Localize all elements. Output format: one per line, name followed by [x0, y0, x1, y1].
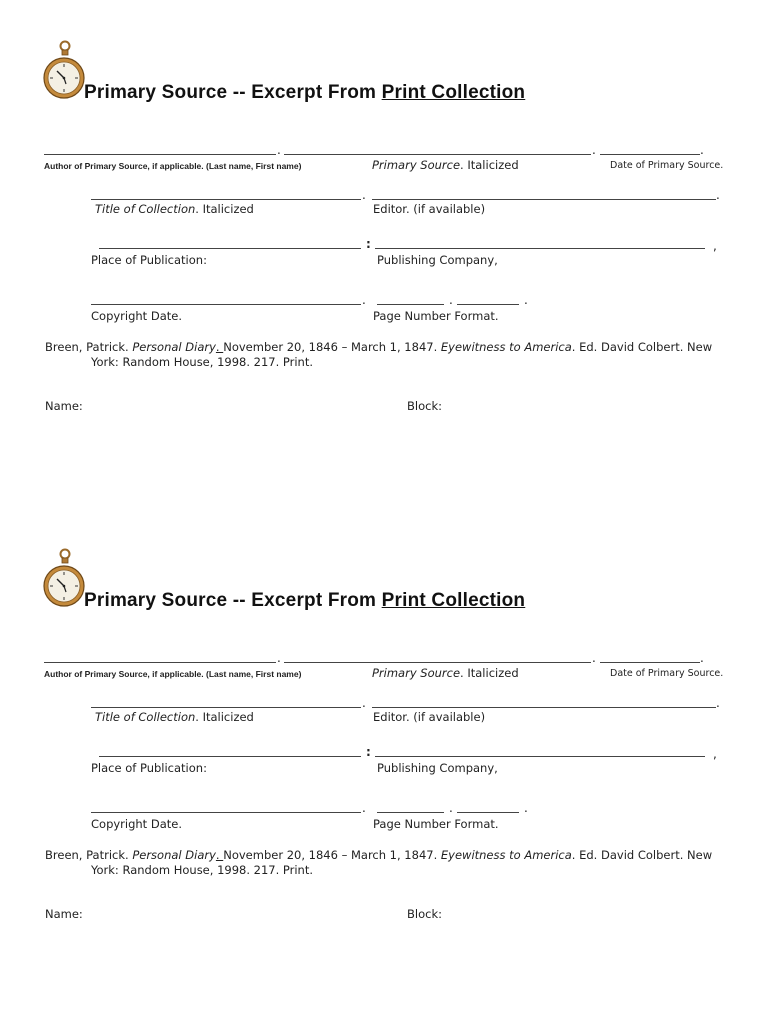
- block-label: Block:: [407, 399, 442, 413]
- example-citation: Breen, Patrick. Personal Diary. November 20, 1846 – March 1, 1847. Eyewitness to America. Ed. David Colbert. New York: Random House, 1998. 217. Print.: [45, 340, 713, 369]
- page-format-label: Page Number Format.: [373, 309, 499, 323]
- place-label: Place of Publication:: [91, 253, 207, 267]
- example-citation: Breen, Patrick. Personal Diary. November 20, 1846 – March 1, 1847. Eyewitness to America. Ed. David Colbert. New York: Random House, 1998. 217. Print.: [45, 848, 713, 877]
- author-blank[interactable]: [44, 662, 276, 663]
- collection-title-label: Title of Collection. Italicized: [95, 710, 254, 724]
- primary-source-blank[interactable]: [284, 154, 591, 155]
- editor-blank[interactable]: [372, 199, 716, 200]
- copyright-label: Copyright Date.: [91, 817, 182, 831]
- editor-blank[interactable]: [372, 707, 716, 708]
- publisher-label: Publishing Company,: [377, 253, 498, 267]
- publisher-blank[interactable]: [375, 248, 705, 249]
- date-label: Date of Primary Source.: [610, 668, 724, 679]
- page-number-blank[interactable]: [377, 812, 444, 813]
- block-label: Block:: [407, 907, 442, 921]
- primary-source-blank[interactable]: [284, 662, 591, 663]
- editor-label: Editor. (if available): [373, 710, 486, 724]
- citation-worksheet-top: Primary Source -- Excerpt From Print Collection . . . Author of Primary Source, if applicable. (Last name, First name) Primary Source. Italicized Date of Primary Source. . . Title of Collection. Italicized Editor. (if available) : , Place of Publication: Publishing Company, . . . Copyright Date. Page Number Format. Breen, Patrick. Personal Diary. November 20, 1846 – March 1, 1847. Eyewitness to America. Ed. David Colbert. New York: Random House, 1998. 217. Print. Name: Block:: [0, 0, 770, 500]
- publisher-blank[interactable]: [375, 756, 705, 757]
- date-blank[interactable]: [600, 662, 700, 663]
- author-blank[interactable]: [44, 154, 276, 155]
- page-number-blank[interactable]: [377, 304, 444, 305]
- place-blank[interactable]: [99, 756, 361, 757]
- page-title: Primary Source -- Excerpt From Print Collection: [84, 590, 526, 611]
- page-format-label: Page Number Format.: [373, 817, 499, 831]
- pocket-watch-icon: [42, 40, 86, 102]
- primary-source-label: Primary Source. Italicized: [372, 666, 519, 680]
- publisher-label: Publishing Company,: [377, 761, 498, 775]
- name-label: Name:: [45, 907, 83, 921]
- collection-title-label: Title of Collection. Italicized: [95, 202, 254, 216]
- name-label: Name:: [45, 399, 83, 413]
- copyright-blank[interactable]: [91, 304, 361, 305]
- format-blank[interactable]: [457, 304, 519, 305]
- date-label: Date of Primary Source.: [610, 160, 724, 171]
- copyright-blank[interactable]: [91, 812, 361, 813]
- place-label: Place of Publication:: [91, 761, 207, 775]
- author-label: Author of Primary Source, if applicable. (Last name, First name): [44, 161, 302, 171]
- date-blank[interactable]: [600, 154, 700, 155]
- copyright-label: Copyright Date.: [91, 309, 182, 323]
- author-label: Author of Primary Source, if applicable. (Last name, First name): [44, 669, 302, 679]
- collection-title-blank[interactable]: [91, 707, 361, 708]
- place-blank[interactable]: [99, 248, 361, 249]
- citation-worksheet-bottom: Primary Source -- Excerpt From Print Collection . . . Author of Primary Source, if applicable. (Last name, First name) Primary Source. Italicized Date of Primary Source. . . Title of Collection. Italicized Editor. (if available) : , Place of Publication: Publishing Company, . . . Copyright Date. Page Number Format. Breen, Patrick. Personal Diary. November 20, 1846 – March 1, 1847. Eyewitness to America. Ed. David Colbert. New York: Random House, 1998. 217. Print. Name: Block:: [0, 508, 770, 1008]
- page-title: Primary Source -- Excerpt From Print Collection: [84, 82, 526, 103]
- primary-source-label: Primary Source. Italicized: [372, 158, 519, 172]
- editor-label: Editor. (if available): [373, 202, 486, 216]
- pocket-watch-icon: [42, 548, 86, 610]
- format-blank[interactable]: [457, 812, 519, 813]
- collection-title-blank[interactable]: [91, 199, 361, 200]
